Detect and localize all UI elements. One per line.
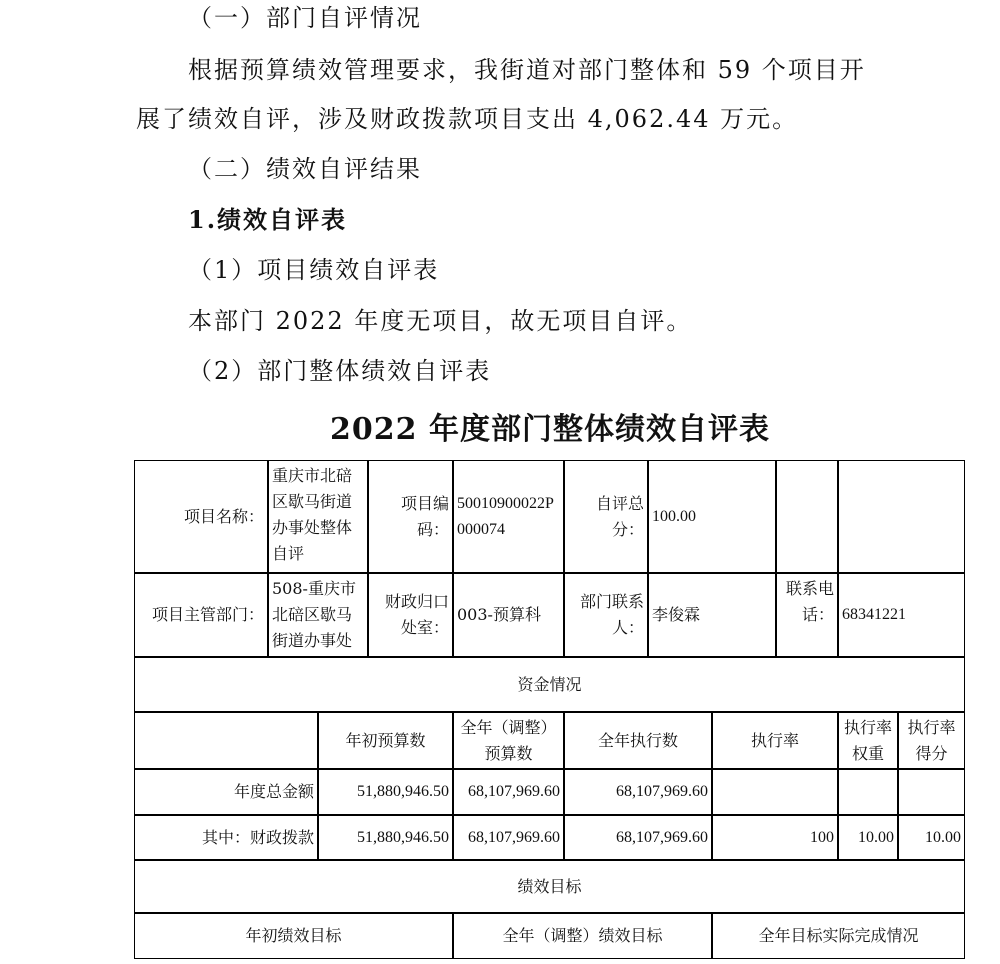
- row-annual-total-initial: 51,880,946.50: [318, 769, 453, 815]
- goal-actual-header: 全年目标实际完成情况: [712, 913, 965, 959]
- empty-cell: [838, 460, 965, 573]
- phone-value: 68341221: [838, 573, 965, 657]
- row-fiscal-executed: 68,107,969.60: [564, 815, 712, 860]
- contact-label: 部门联系人：: [564, 573, 648, 657]
- col-rate-weight: 执行率权重: [838, 712, 898, 769]
- self-score-label: 自评总分：: [564, 460, 648, 573]
- contact-value: 李俊霖: [648, 573, 776, 657]
- section-heading-1: （一）部门自评情况: [188, 4, 422, 32]
- row-fiscal-label: 其中：财政拨款: [134, 815, 318, 860]
- section-heading-3: 1.绩效自评表: [188, 205, 348, 234]
- phone-label: 联系电话：: [776, 573, 838, 657]
- project-code-value: 50010900022P000074: [453, 460, 564, 573]
- section-heading-4: （1）项目绩效自评表: [188, 256, 440, 284]
- table-title: 2022 年度部门整体绩效自评表: [330, 412, 770, 447]
- empty-cell: [838, 769, 898, 815]
- dept-label: 项目主管部门：: [134, 573, 268, 657]
- paragraph-line: 根据预算绩效管理要求，我街道对部门整体和 59 个项目开: [188, 56, 866, 84]
- goal-adjusted-header: 全年（调整）绩效目标: [453, 913, 712, 959]
- row-fiscal-weight: 10.00: [838, 815, 898, 860]
- row-fiscal-initial: 51,880,946.50: [318, 815, 453, 860]
- project-code-label: 项目编码：: [368, 460, 453, 573]
- col-adjusted-budget: 全年（调整）预算数: [453, 712, 564, 769]
- row-fiscal-score: 10.00: [898, 815, 965, 860]
- row-fiscal-rate: 100: [712, 815, 838, 860]
- col-exec-rate: 执行率: [712, 712, 838, 769]
- self-score-value: 100.00: [648, 460, 776, 573]
- funds-section-header: 资金情况: [134, 657, 965, 712]
- row-fiscal-adjusted: 68,107,969.60: [453, 815, 564, 860]
- section-heading-5: （2）部门整体绩效自评表: [188, 357, 492, 385]
- col-executed: 全年执行数: [564, 712, 712, 769]
- empty-cell: [712, 769, 838, 815]
- section-heading-2: （二）绩效自评结果: [188, 155, 422, 183]
- empty-cell: [776, 460, 838, 573]
- finance-office-label: 财政归口处室：: [368, 573, 453, 657]
- goals-section-header: 绩效目标: [134, 860, 965, 913]
- row-annual-total-executed: 68,107,969.60: [564, 769, 712, 815]
- empty-cell: [898, 769, 965, 815]
- col-rate-score: 执行率得分: [898, 712, 965, 769]
- row-annual-total-label: 年度总金额: [134, 769, 318, 815]
- project-name-label: 项目名称：: [134, 460, 268, 573]
- dept-value: 508-重庆市北碚区歇马街道办事处: [268, 573, 368, 657]
- goal-initial-header: 年初绩效目标: [134, 913, 453, 959]
- row-annual-total-adjusted: 68,107,969.60: [453, 769, 564, 815]
- paragraph-line: 展了绩效自评，涉及财政拨款项目支出 4,062.44 万元。: [136, 105, 799, 133]
- col-initial-budget: 年初预算数: [318, 712, 453, 769]
- project-name-value: 重庆市北碚区歇马街道办事处整体自评: [268, 460, 368, 573]
- finance-office-value: 003-预算科: [453, 573, 564, 657]
- empty-cell: [134, 712, 318, 769]
- paragraph-line: 本部门 2022 年度无项目，故无项目自评。: [188, 307, 693, 335]
